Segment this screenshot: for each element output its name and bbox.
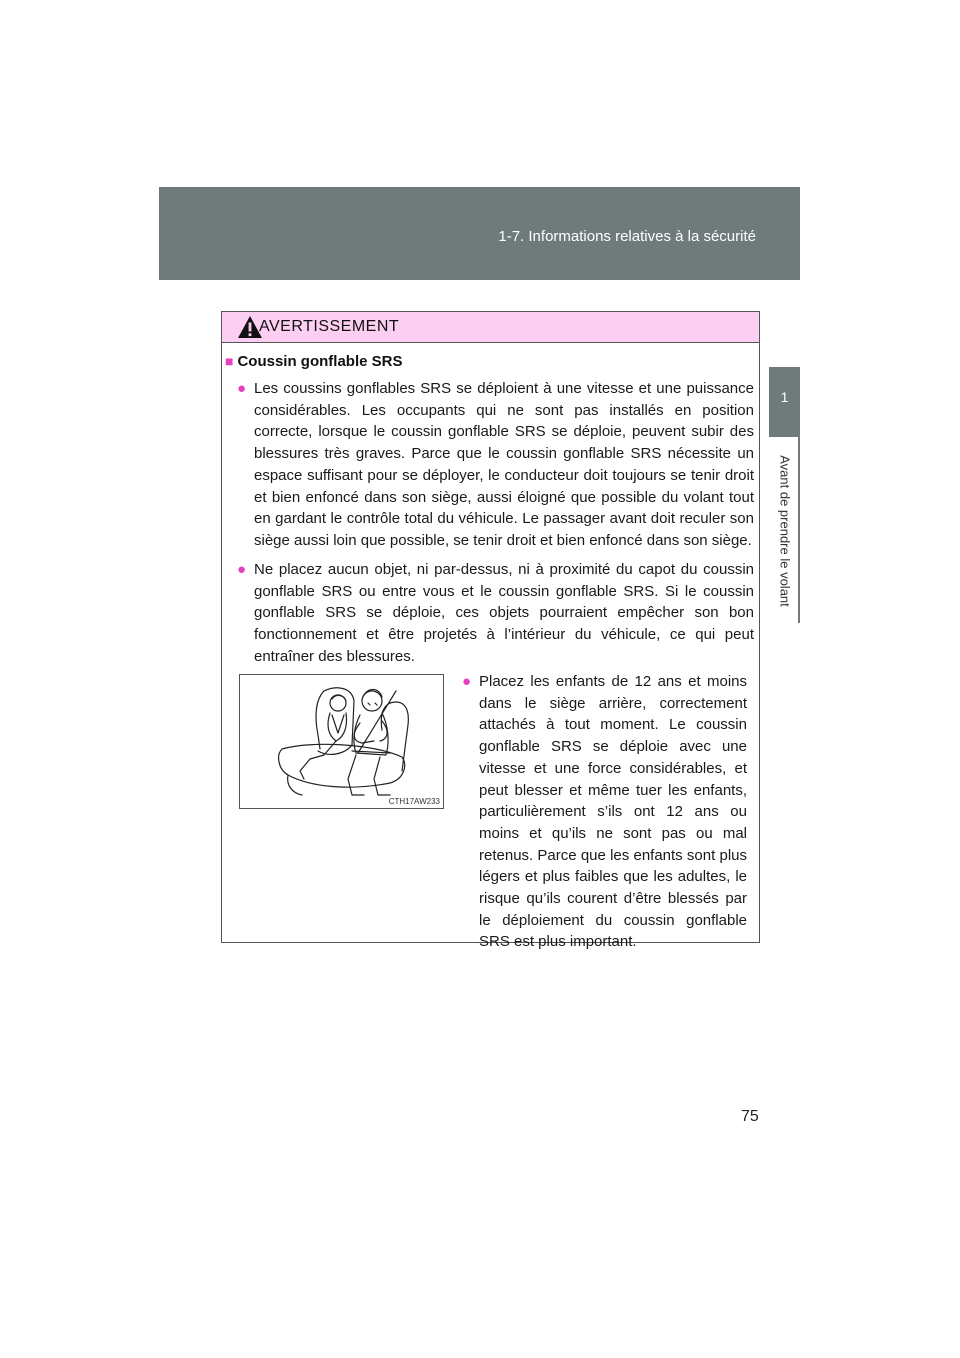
warning-bullet — [462, 671, 747, 953]
warning-bullet-text: Ne placez aucun objet, ni par-dessus, ni à proximité du capot du coussin gonflable SRS ou entre vous et le coussin gonflable SRS. Si le coussin gonflable SRS se déploie, ces objets pourraient empêcher son bon fonctionnement et être projetés à l’intérieur du véhicule, ce qui peut entraîner des blessures. — [254, 561, 754, 665]
warning-subheading — [225, 353, 402, 370]
square-bullet-icon: ■ — [225, 353, 234, 369]
chapter-title: Avant de prendre le volant — [777, 455, 793, 607]
warning-bullet-text: Les coussins gonflables SRS se déploient à une vitesse et une puissance considérables. Les occupants qui ne sont pas installés en position correcte, lorsque le coussin gonflable SRS se déploie, peuvent subir des blessures très graves. Parce que le coussin gonflable SRS nécessite un espace suffisant pour se déployer, le conducteur doit toujours se tenir droit et bien enfoncé dans son siège, aussi éloigné que possible du volant tout en gardant le contrôle total du véhicule. Le passager avant doit reculer son siège aussi loin que possible, se tenir droit et bien enfoncé dans son siège. — [254, 380, 754, 549]
child-seat-illustration — [239, 674, 444, 809]
page-number: 75 — [741, 1108, 759, 1125]
section-title: 1-7. Informations relatives à la sécurité — [498, 228, 756, 245]
warning-bullet-text: Placez les enfants de 12 ans et moins dans le siège arrière, correctement attachés à tout moment. Le coussin gonflable SRS se déploie avec une vitesse et une force considérables, et peut blesser et même tuer les enfants, particulièrement s’ils ont 12 ans ou moins et qu’ils ne sont pas ou mal retenus. Parce que les enfants sont plus légers et plus faibles que les adultes, le risque qu’ils courent d’être blessés par le déploiement du coussin gonflable SRS est plus important. — [479, 673, 747, 951]
warning-box — [221, 311, 760, 951]
circle-bullet-icon: ● — [462, 673, 472, 690]
figure-code: CTH17AW233 — [388, 797, 440, 806]
circle-bullet-icon: ● — [237, 380, 247, 397]
chapter-header-band — [159, 187, 800, 280]
child-seat-drawing — [240, 675, 443, 808]
chapter-number: 1 — [780, 389, 789, 405]
warning-title: AVERTISSEMENT — [259, 318, 400, 335]
circle-bullet-icon: ● — [237, 561, 247, 578]
warning-header — [222, 312, 759, 343]
warning-bullet — [237, 378, 754, 552]
warning-bullet — [237, 559, 754, 668]
warning-subheading-text: Coussin gonflable SRS — [237, 353, 403, 370]
chapter-tab — [769, 367, 800, 437]
